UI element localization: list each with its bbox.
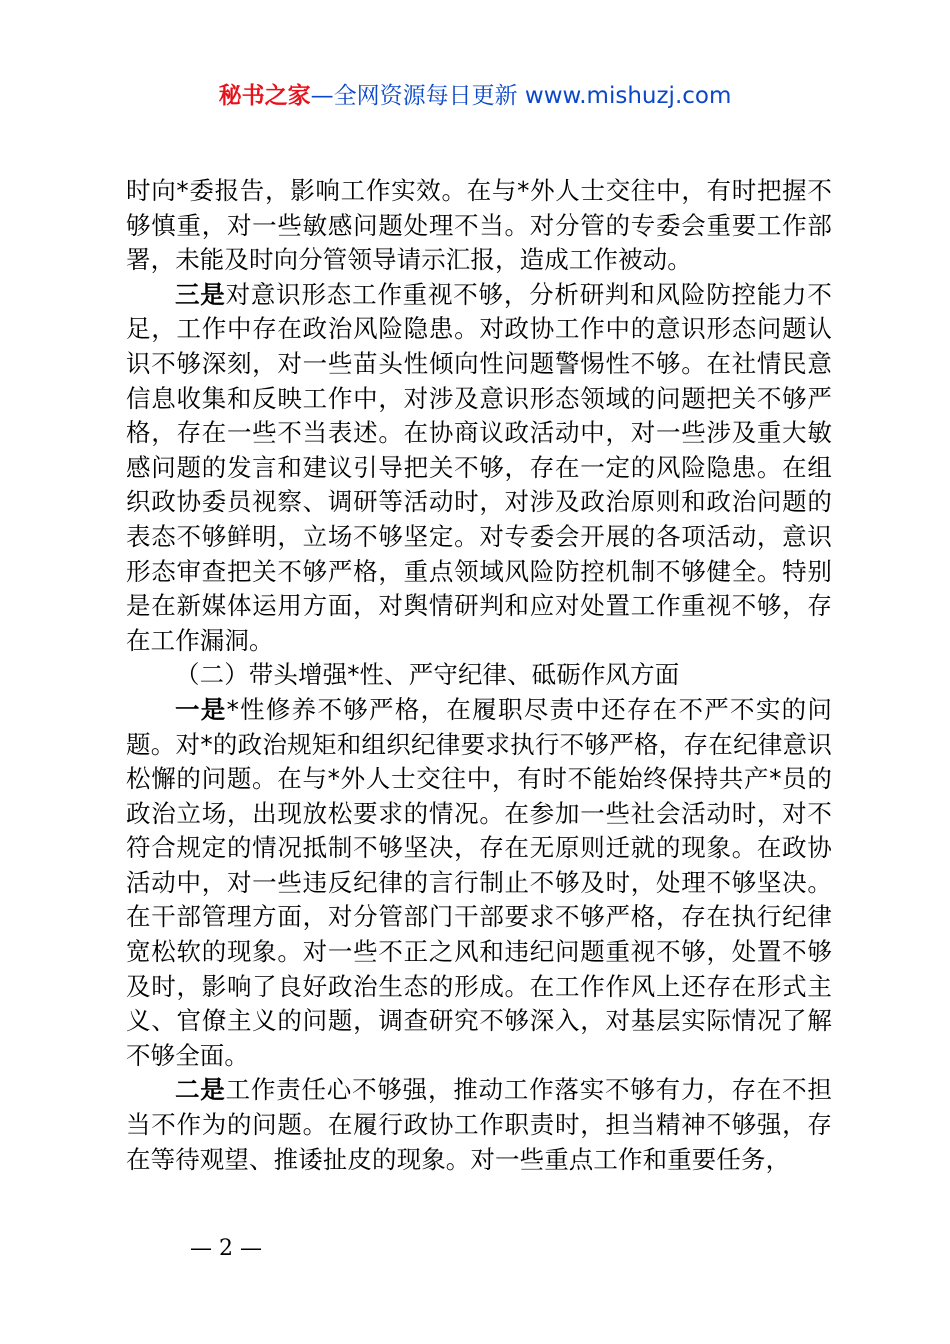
page-number: — 2 — bbox=[190, 1236, 262, 1261]
paragraph-text: *性修养不够严格，在履职尽责中还存在不严不实的问题。对*的政治规矩和组织纪律要求执行不够严格，存在纪律意识松懈的问题。在与*外人士交往中，有时不能始终保持共产*员的政治立场，出现放松要求的情况。在参加一些社会活动时，对不符合规定的情况抵制不够坚决，存在无原则迁就的现象。在政协活动中，对一些违反纪律的言行制止不够及时，处理不够坚决。在干部管理方面，对分管部门干部要求不够严格，存在执行纪律宽松软的现象。对一些不正之风和违纪问题重视不够，处置不够及时，影响了良好政治生态的形成。在工作作风上还存在形式主义、官僚主义的问题，调查研究不够深入，对基层实际情况了解不够全面。 bbox=[126, 694, 832, 1070]
paragraph-item-two bbox=[126, 1073, 832, 1177]
site-url[interactable]: www.mishuzj.com bbox=[524, 83, 732, 109]
site-brand: 秘书之家 bbox=[218, 83, 311, 109]
section-heading: （二）带头增强*性、严守纪律、砥砺作风方面 bbox=[175, 660, 680, 690]
site-header bbox=[0, 80, 950, 112]
paragraph-continued: 时向*委报告，影响工作实效。在与*外人士交往中，有时把握不够慎重，对一些敏感问题处理不当。对分管的专委会重要工作部署，未能及时向分管领导请示汇报，造成工作被动。 bbox=[126, 176, 832, 275]
paragraph-text: 对意识形态工作重视不够，分析研判和风险防控能力不足，工作中存在政治风险隐患。对政协工作中的意识形态问题认识不够深刻，对一些苗头性倾向性问题警惕性不够。在社情民意信息收集和反映工作中，对涉及意识形态领域的问题把关不够严格，存在一些不当表述。在协商议政活动中，对一些涉及重大敏感问题的发言和建议引导把关不够，存在一定的风险隐患。在组织政协委员视察、调研等活动时，对涉及政治原则和政治问题的表态不够鲜明，立场不够坚定。对专委会开展的各项活动，意识形态审查把关不够严格，重点领域风险防控机制不够健全。特别是在新媒体运用方面，对舆情研判和应对处置工作重视不够，存在工作漏洞。 bbox=[126, 279, 832, 655]
paragraph-item-one bbox=[126, 693, 832, 1074]
paragraph-lead: 二是 bbox=[175, 1075, 226, 1105]
paragraph-lead: 三是 bbox=[175, 279, 226, 309]
paragraph-text: 工作责任心不够强，推动工作落实不够有力，存在不担当不作为的问题。在履行政协工作职责时，担当精神不够强，存在等待观望、推诿扯皮的现象。对一些重点工作和重要任务， bbox=[126, 1075, 832, 1174]
document-body bbox=[126, 174, 832, 1177]
site-tagline: —全网资源每日更新 bbox=[310, 83, 518, 109]
paragraph-item-three bbox=[126, 278, 832, 659]
paragraph-lead: 一是 bbox=[175, 694, 227, 724]
